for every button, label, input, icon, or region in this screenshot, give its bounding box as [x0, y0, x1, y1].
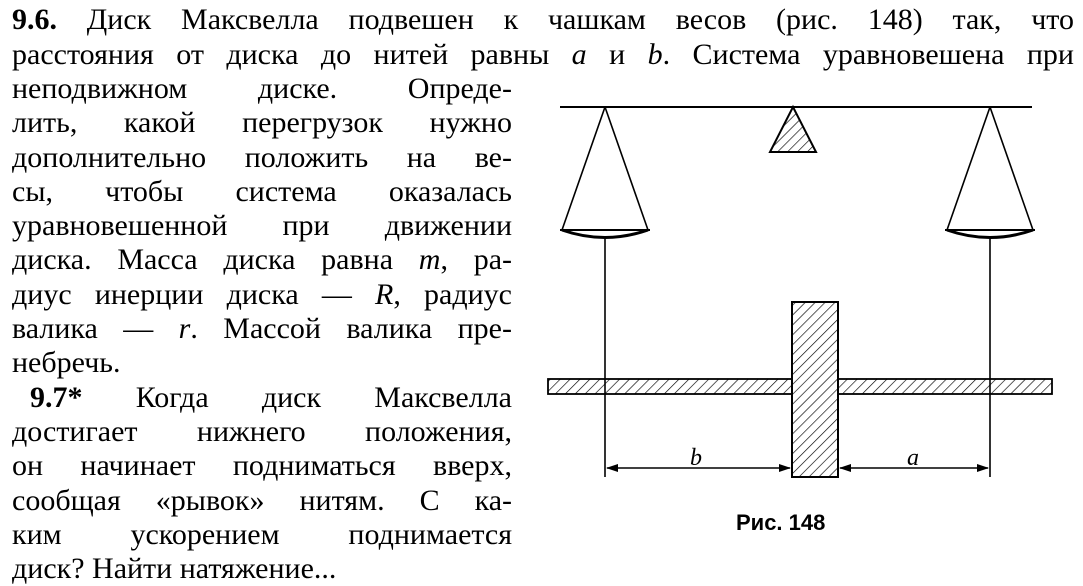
figure-caption: Рис. 148 [736, 510, 826, 535]
col-line: ким ускорением поднимается [12, 517, 512, 551]
col-line: достигает нижнего положения, [12, 414, 512, 448]
col-line: сы, чтобы система оказалась [12, 174, 512, 208]
fulcrum-triangle [770, 107, 816, 152]
col-line: 9.7* Когда диск Максвелла [30, 380, 512, 414]
left-scale-pan [560, 107, 650, 238]
col-line: сообщая «рывок» нитям. С ка- [12, 483, 512, 517]
text-line-1: 9.6. Диск Максвелла подвешен к чашкам весов (рис. 148) так, что [12, 3, 1074, 36]
problem-number-9-6: 9.6. [12, 3, 57, 36]
text-line-2: расстояния от диска до нитей равны a и b. Система уравновешена при [12, 38, 1074, 71]
col-line: уравновешенной при движении [12, 209, 512, 243]
col-line: неподвижном диске. Опреде- [12, 72, 512, 105]
axle-left [548, 379, 792, 394]
col-line: диус инерции диска — R, радиус [12, 277, 512, 311]
col-line: небречь. [12, 346, 121, 380]
col-line: он начинает подниматься вверх, [12, 449, 512, 483]
axle-right [838, 379, 1052, 394]
problem-number-9-7: 9.7 [30, 380, 68, 414]
text-column [12, 72, 512, 586]
maxwell-disk [792, 302, 838, 477]
dimension-label-a: a [907, 445, 919, 471]
col-line: диск? Найти натяжение... [12, 552, 337, 586]
col-line: лить, какой перегрузок нужно [12, 106, 512, 140]
dimension-label-b: b [690, 445, 702, 471]
col-line: диска. Масса диска равна m, ра- [12, 243, 513, 277]
star-mark: * [67, 380, 83, 414]
col-line: дополнительно положить на ве- [12, 140, 512, 174]
right-scale-pan [945, 107, 1035, 238]
figure-148-maxwell-disk [540, 92, 1070, 502]
col-line: валика — r. Массой валика пре- [12, 312, 512, 346]
